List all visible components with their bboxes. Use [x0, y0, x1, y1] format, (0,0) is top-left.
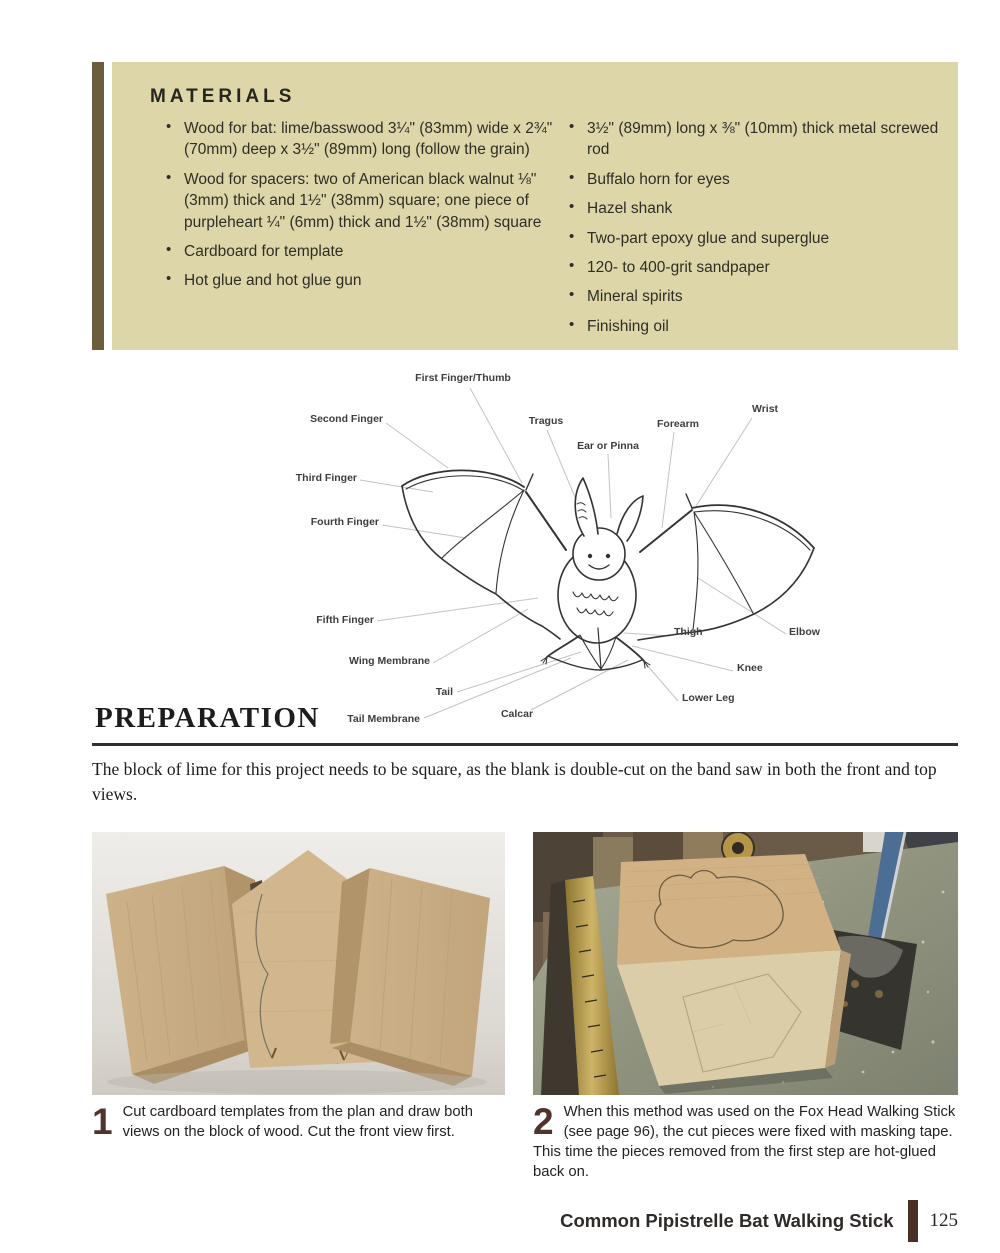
diagram-label-tail-membrane: Tail Membrane — [347, 713, 420, 725]
step2-number: 2 — [533, 1101, 554, 1142]
step2-text: When this method was used on the Fox Head Walking Stick (see page 96), the cut pieces were fixed with masking tape. This time the pieces removed from the first step are hot-glued back on. — [533, 1104, 956, 1181]
materials-accent-bar — [92, 62, 104, 350]
diagram-label-third-finger: Third Finger — [295, 472, 357, 484]
footer-divider-bar — [908, 1200, 918, 1242]
page-footer — [560, 1199, 958, 1243]
materials-list-left — [164, 118, 562, 300]
intro-paragraph: The block of lime for this project needs to be square, as the blank is double-cut on the band saw in both the front and top views. — [92, 759, 937, 805]
diagram-label-fourth-finger: Fourth Finger — [310, 516, 379, 528]
step1-number: 1 — [92, 1101, 113, 1142]
bat-anatomy-diagram — [290, 366, 830, 738]
diagram-label-knee: Knee — [737, 662, 763, 674]
diagram-label-elbow: Elbow — [789, 626, 820, 638]
diagram-label-forearm: Forearm — [656, 418, 700, 430]
diagram-label-first-finger-thumb: First Finger/Thumb — [415, 372, 511, 384]
materials-item: • Hot glue and hot glue gun — [164, 270, 562, 291]
diagram-label-thigh: Thigh — [674, 626, 703, 638]
section-divider — [92, 743, 958, 746]
footer-chapter-title: Common Pipistrelle Bat Walking Stick — [560, 1210, 894, 1231]
materials-panel — [112, 62, 958, 350]
step1-caption — [92, 1102, 510, 1142]
materials-list-right — [567, 118, 949, 345]
materials-item: • Finishing oil — [567, 316, 949, 337]
diagram-label-tragus: Tragus — [528, 415, 564, 427]
footer-page-number: 125 — [929, 1210, 958, 1231]
materials-item: • Cardboard for template — [164, 241, 562, 262]
materials-item: • Mineral spirits — [567, 286, 949, 307]
diagram-label-wing-membrane: Wing Membrane — [349, 655, 430, 667]
diagram-label-fifth-finger: Fifth Finger — [316, 614, 374, 626]
diagram-label-ear-or-pinna: Ear or Pinna — [577, 440, 639, 452]
materials-item: • Hazel shank — [567, 198, 949, 219]
step1-photo — [92, 832, 505, 1095]
step2-caption — [533, 1102, 963, 1182]
step2-photo-image — [533, 832, 958, 1095]
diagram-label-calcar: Calcar — [500, 708, 534, 720]
materials-item: • 3½" (89mm) long x ⅜" (10mm) thick metal screwed rod — [567, 118, 949, 161]
materials-title: MATERIALS — [150, 86, 296, 107]
diagram-label-wrist: Wrist — [751, 403, 779, 415]
materials-item: • 120- to 400-grit sandpaper — [567, 257, 949, 278]
materials-item: • Wood for bat: lime/basswood 3¼" (83mm) wide x 2¾" (70mm) deep x 3½" (89mm) long (follow the grain) — [164, 118, 562, 161]
diagram-label-tail: Tail — [435, 686, 453, 698]
step1-photo-image — [92, 832, 505, 1095]
materials-item: • Wood for spacers: two of American black walnut ⅛" (3mm) thick and 1½" (38mm) square; one piece of purpleheart ¼" (6mm) thick and 1½" (38mm) square — [164, 169, 562, 233]
step1-text: Cut cardboard templates from the plan and draw both views on the block of wood. Cut the front view first. — [122, 1104, 473, 1141]
diagram-label-lower-leg: Lower Leg — [682, 692, 735, 704]
materials-item: • Buffalo horn for eyes — [567, 169, 949, 190]
section-title-preparation: PREPARATION — [95, 702, 320, 734]
materials-item: • Two-part epoxy glue and superglue — [567, 228, 949, 249]
diagram-label-second-finger: Second Finger — [310, 413, 383, 425]
step2-photo — [533, 832, 958, 1095]
